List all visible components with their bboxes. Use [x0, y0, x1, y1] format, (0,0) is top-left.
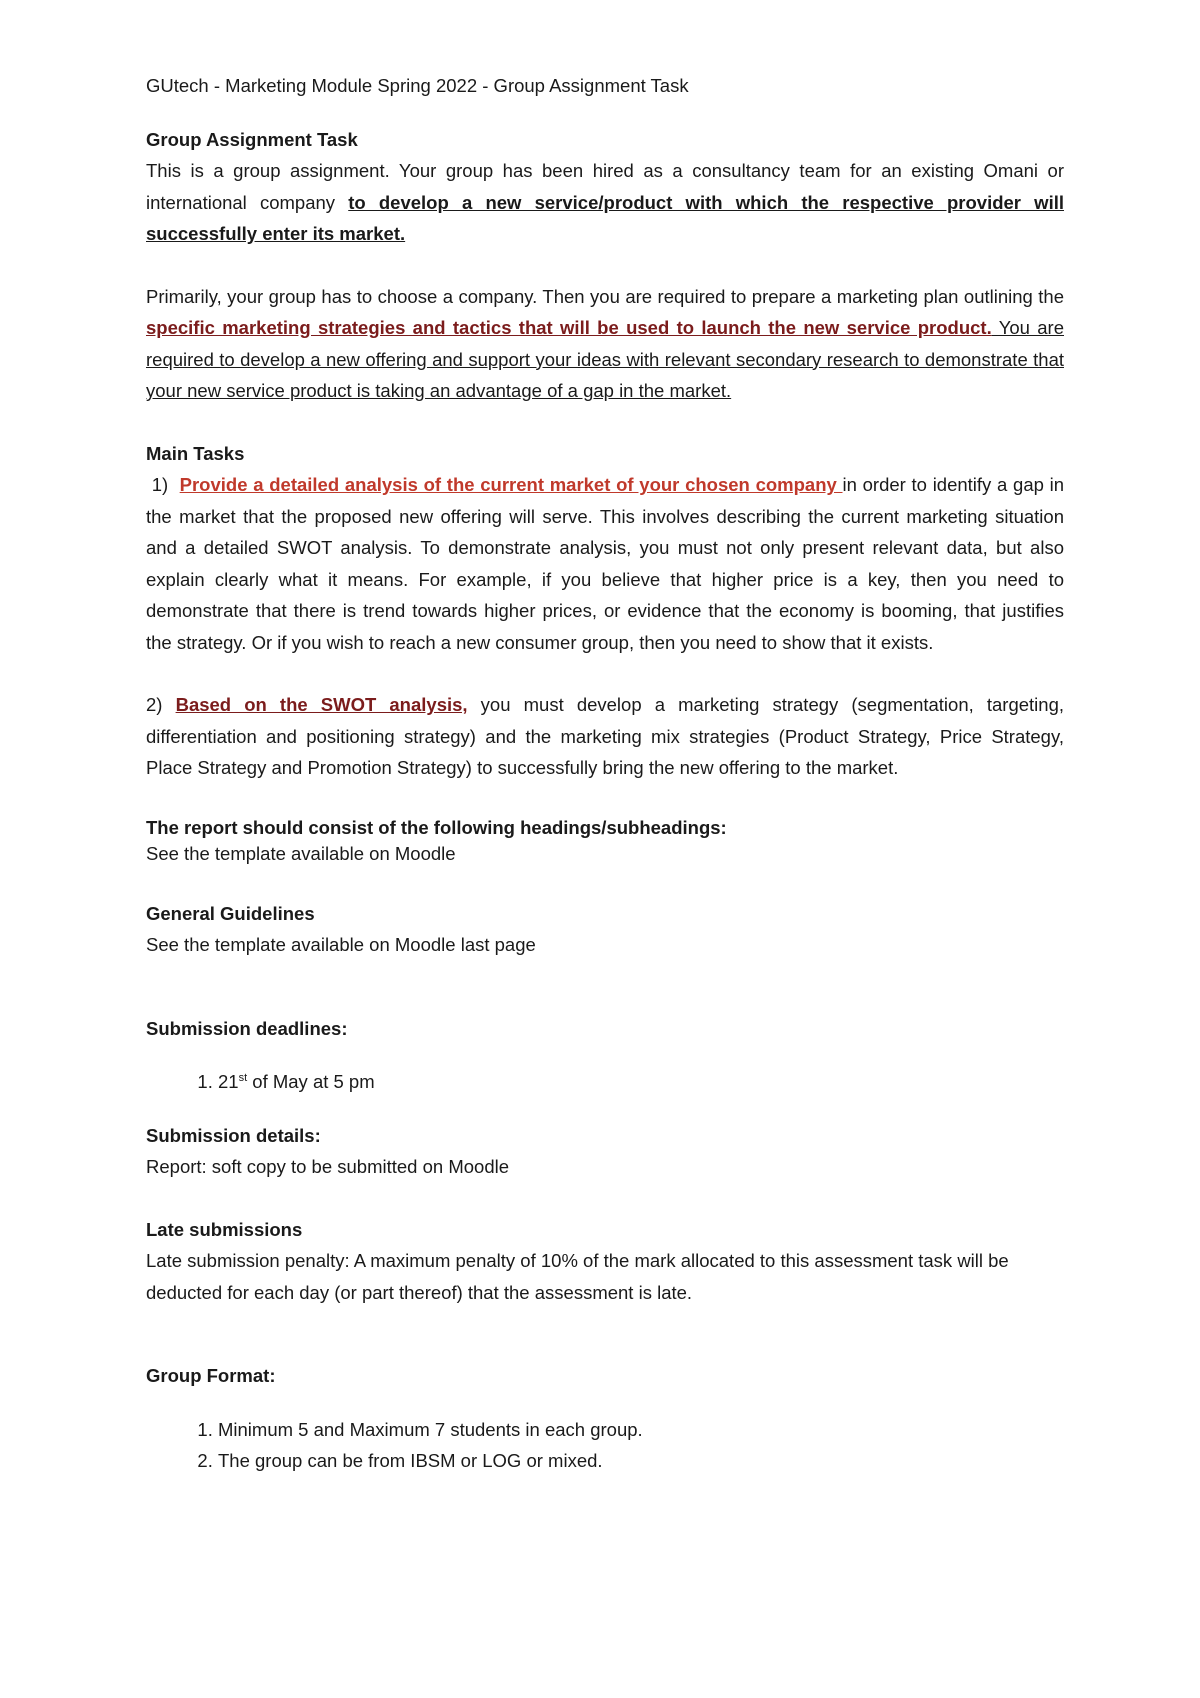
document-header: GUtech - Marketing Module Spring 2022 - Group Assignment Task — [146, 75, 689, 96]
document-page — [146, 70, 1064, 1477]
para2-plain-text: Primarily, your group has to choose a company. Then you are required to prepare a marketing plan outlining the — [146, 285, 1064, 307]
guidelines-heading: General Guidelines — [146, 902, 315, 924]
report-heading: The report should consist of the following headings/subheadings: — [146, 816, 727, 838]
deadline-day-suffix: st — [238, 1071, 248, 1084]
report-text: See the template available on Moodle — [146, 842, 456, 864]
task2-emphasis-text: Based on the SWOT analysis, — [175, 694, 468, 715]
deadline-item — [218, 1066, 1064, 1098]
task2-number: 2) — [146, 694, 163, 715]
deadline-day: 21 — [218, 1071, 239, 1092]
main-task-2 — [146, 689, 1064, 784]
group-task-paragraph-2 — [146, 281, 1064, 407]
para2-emphasis-text: specific marketing strategies and tactics that will be used to launch the new service product. — [146, 317, 992, 338]
group-task-heading: Group Assignment Task — [146, 128, 358, 150]
details-heading: Submission details: — [146, 1124, 321, 1146]
task1-emphasis-text: Provide a detailed analysis of the current market of your chosen company — [179, 474, 843, 495]
group-format-item: 2. The group can be from IBSM or LOG or mixed. — [218, 1445, 1064, 1477]
deadlines-heading: Submission deadlines: — [146, 1017, 348, 1039]
details-text: Report: soft copy to be submitted on Moodle — [146, 1156, 510, 1177]
para2-underlined-text: You are required to develop a new offering and support your ideas with relevant secondary research to demonstrate that your new service product is taking an advantage of a gap in the market. — [146, 317, 1064, 401]
deadline-rest: of May at 5 pm — [247, 1071, 375, 1092]
main-tasks-heading: Main Tasks — [146, 442, 245, 464]
guidelines-text: See the template available on Moodle last page — [146, 934, 536, 955]
intro-emphasis-text: to develop a new service/product with which the respective provider will successfully enter its market. — [146, 191, 1064, 244]
intro-plain-text: This is a group assignment. Your group has been hired as a consultancy team for an existing Omani or international company — [146, 160, 1064, 213]
group-format-heading: Group Format: — [146, 1365, 276, 1386]
main-task-1 — [146, 469, 1064, 658]
deadlines-list — [146, 1066, 1064, 1098]
late-text: Late submission penalty: A maximum penalty of 10% of the mark allocated to this assessment task will be deducted for each day (or part thereof) that the assessment is late. — [146, 1250, 1009, 1303]
task1-plain-text: in order to identify a gap in the market that the proposed new offering will serve. This involves describing the current marketing situation and a detailed SWOT analysis. To demonstrate analysis, you must not only present relevant data, but also explain clearly what it means. For example, if you believe that higher price is a key, then you need to demonstrate that there is trend towards higher prices, or evidence that the economy is booming, that justifies the strategy. Or if you wish to reach a new consumer group, then you need to show that it exists. — [146, 474, 1065, 653]
task2-plain-text: you must develop a marketing strategy (segmentation, targeting, differentiation and positioning strategy) and the marketing mix strategies (Product Strategy, Price Strategy, Place Strategy and Promotion Strategy) to successfully bring the new offering to the market. — [146, 694, 1065, 778]
group-format-list — [146, 1414, 1064, 1477]
group-task-intro — [146, 155, 1064, 250]
late-heading: Late submissions — [146, 1218, 303, 1240]
task1-number: 1) — [151, 474, 169, 495]
group-format-item: 1. Minimum 5 and Maximum 7 students in each group. — [218, 1414, 1064, 1446]
